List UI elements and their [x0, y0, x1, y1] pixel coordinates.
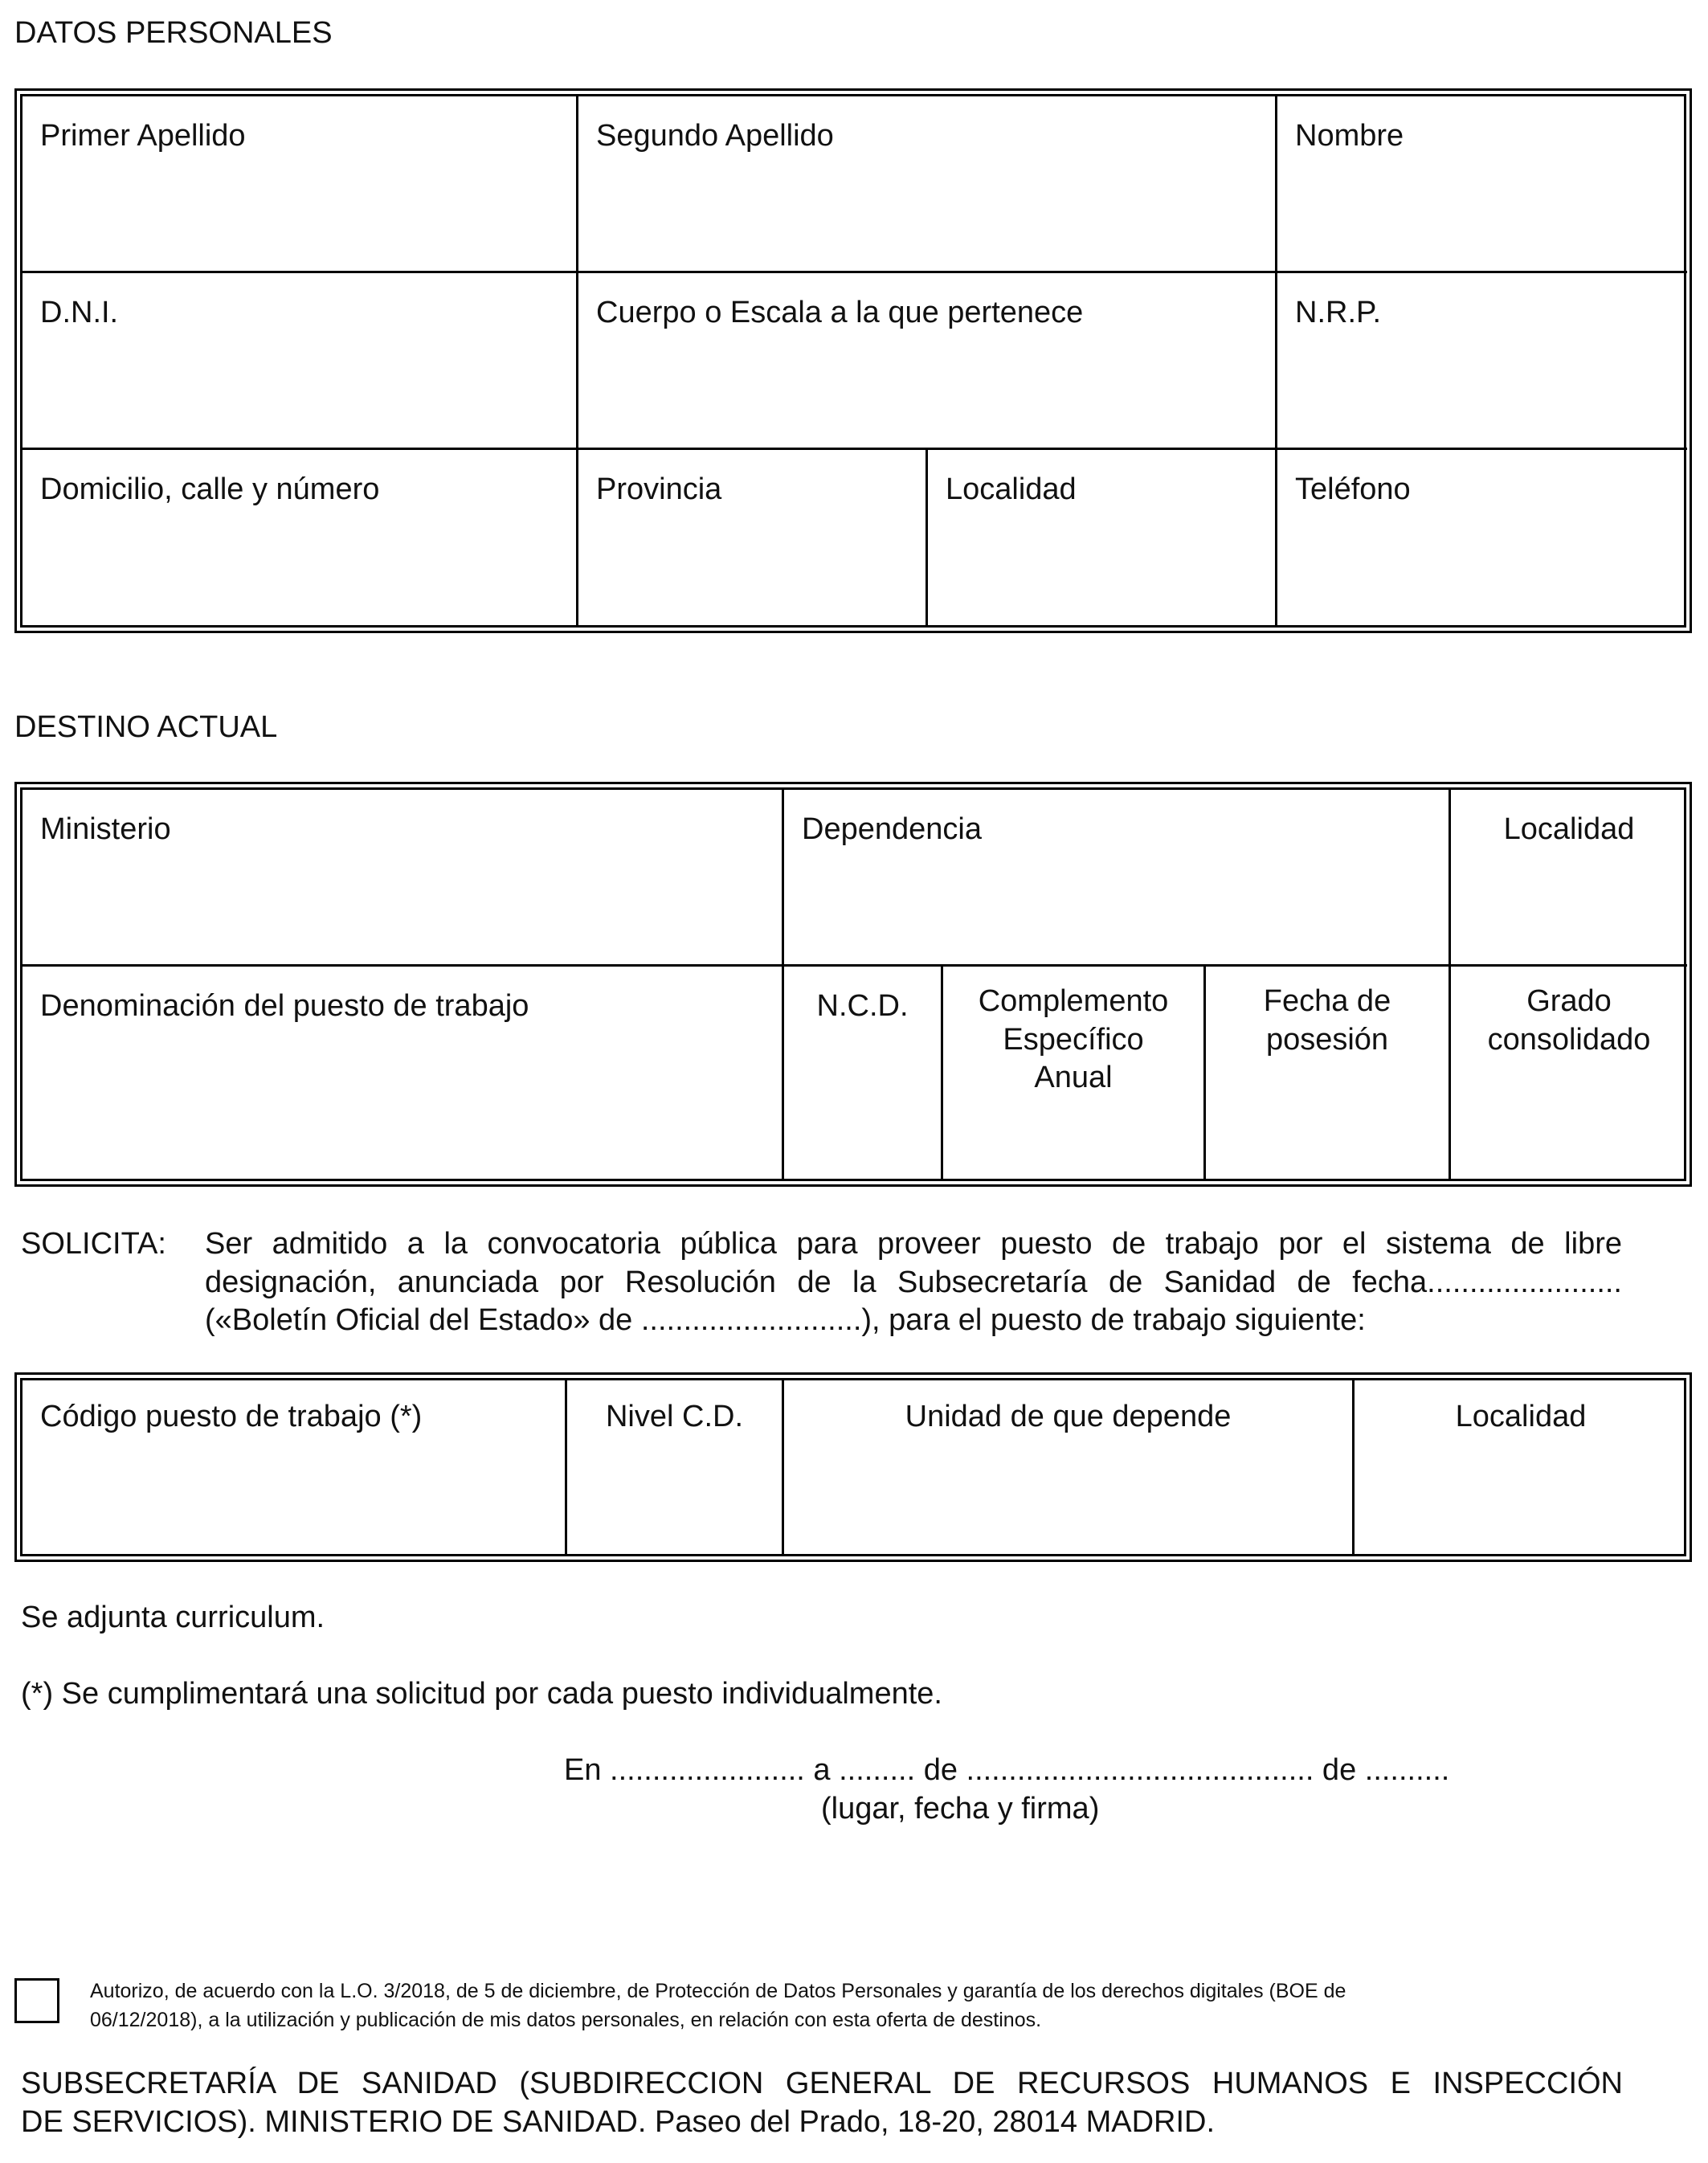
field-dni[interactable]: [22, 273, 578, 450]
footer-line: SUBSECRETARÍA DE SANIDAD (SUBDIRECCION GENERAL DE RECURSOS HUMANOS E INSPECCIÓN: [21, 2067, 1623, 2100]
field-label: Primer Apellido: [40, 119, 246, 153]
field-label-line: consolidado: [1487, 1022, 1651, 1057]
consent-text: [90, 1977, 1689, 2035]
field-label: Denominación del puesto de trabajo: [40, 989, 529, 1023]
field-label: N.R.P.: [1295, 296, 1382, 329]
field-unidad-depende[interactable]: [784, 1380, 1355, 1556]
field-nivel-cd[interactable]: [567, 1380, 784, 1556]
firma-caption: (lugar, fecha y firma): [821, 1792, 1100, 1826]
field-label: Nivel C.D.: [605, 1400, 744, 1433]
field-label-line: Anual: [1034, 1061, 1113, 1094]
field-label-line: Específico: [1003, 1022, 1144, 1057]
field-label: Segundo Apellido: [596, 119, 834, 153]
field-primer-apellido[interactable]: [22, 96, 578, 273]
field-nombre[interactable]: [1277, 96, 1687, 273]
field-provincia[interactable]: [578, 450, 928, 627]
field-label: Localidad: [1455, 1400, 1587, 1433]
destino-actual-title: DESTINO ACTUAL: [14, 710, 278, 744]
field-nrp[interactable]: [1277, 273, 1687, 450]
solicita-text: [205, 1225, 1622, 1340]
footer-address: [21, 2065, 1623, 2141]
puesto-solicitado-table: [14, 1372, 1692, 1562]
datos-personales-table: [14, 88, 1692, 633]
field-domicilio[interactable]: [22, 450, 578, 627]
field-label-line: Fecha de: [1263, 984, 1391, 1018]
field-fecha-posesion[interactable]: [1206, 967, 1451, 1180]
destino-actual-table: [14, 782, 1692, 1187]
solicita-label: SOLICITA:: [21, 1227, 166, 1261]
field-label: Unidad de que depende: [905, 1400, 1232, 1433]
field-localidad[interactable]: [928, 450, 1277, 627]
field-label: Dependencia: [802, 812, 982, 846]
field-localidad-puesto[interactable]: [1355, 1380, 1687, 1556]
field-label: Localidad: [946, 472, 1077, 506]
solicita-line: («Boletín Oficial del Estado» de ..........................), para el puesto de trabajo siguiente:: [205, 1303, 1366, 1337]
field-label: Teléfono: [1295, 472, 1411, 506]
field-label: Nombre: [1295, 119, 1404, 153]
field-complemento-especifico[interactable]: [943, 967, 1206, 1180]
nota-text: (*) Se cumplimentará una solicitud por cada puesto individualmente.: [21, 1677, 942, 1711]
consent-line: Autorizo, de acuerdo con la L.O. 3/2018, de 5 de diciembre, de Protección de Datos Personales y garantía de los derechos digitales (BOE de: [90, 1980, 1346, 2002]
solicita-line: designación, anunciada por Resolución de la Subsecretaría de Sanidad de fecha.......................: [205, 1265, 1622, 1299]
field-label: Cuerpo o Escala a la que pertenece: [596, 296, 1084, 329]
field-label: N.C.D.: [816, 989, 909, 1023]
datos-personales-title: DATOS PERSONALES: [14, 16, 333, 50]
field-grado-consolidado[interactable]: [1451, 967, 1687, 1180]
field-codigo-puesto[interactable]: [22, 1380, 567, 1556]
field-label-line: Complemento: [978, 984, 1169, 1018]
solicita-line: Ser admitido a la convocatoria pública para proveer puesto de trabajo por el sistema de libre: [205, 1227, 1622, 1261]
field-label: Provincia: [596, 472, 722, 506]
field-ministerio[interactable]: [22, 790, 784, 967]
field-segundo-apellido[interactable]: [578, 96, 1277, 273]
consent-checkbox[interactable]: [14, 1978, 59, 2023]
field-label: Código puesto de trabajo (*): [40, 1400, 423, 1433]
field-ncd[interactable]: [784, 967, 943, 1180]
field-dependencia[interactable]: [784, 790, 1451, 967]
field-cuerpo-escala[interactable]: [578, 273, 1277, 450]
field-telefono[interactable]: [1277, 450, 1687, 627]
field-denominacion-puesto[interactable]: [22, 967, 784, 1180]
field-label-line: posesión: [1265, 1022, 1389, 1057]
field-label: Ministerio: [40, 812, 171, 846]
footer-line: DE SERVICIOS). MINISTERIO DE SANIDAD. Paseo del Prado, 18-20, 28014 MADRID.: [21, 2104, 1216, 2139]
adjunta-curriculum-text: Se adjunta curriculum.: [21, 1601, 325, 1634]
field-label: Domicilio, calle y número: [40, 472, 380, 506]
firma-line: En ....................... a ......... de ......................................... de ..........: [564, 1753, 1450, 1787]
field-label: D.N.I.: [40, 296, 119, 329]
field-label-line: Grado: [1526, 984, 1612, 1018]
consent-line: 06/12/2018), a la utilización y publicación de mis datos personales, en relación con esta oferta de destinos.: [90, 2009, 1042, 2032]
field-label: Localidad: [1503, 812, 1635, 846]
field-localidad-destino[interactable]: [1451, 790, 1687, 967]
